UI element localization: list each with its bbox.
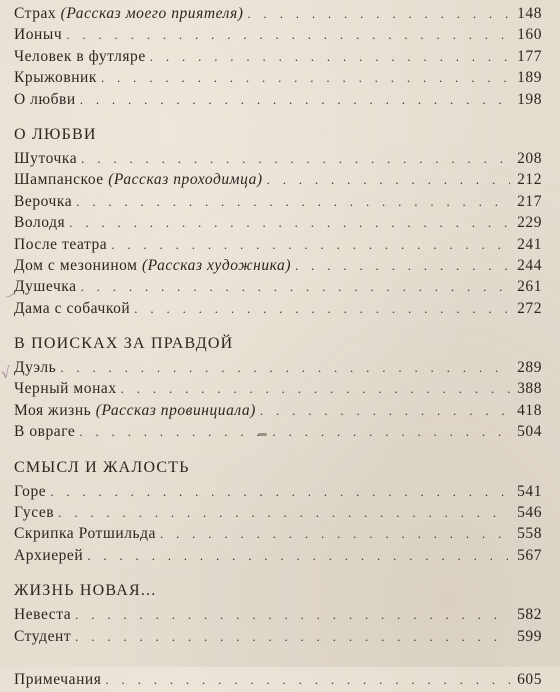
page-number: 289: [517, 359, 542, 377]
dot-leader: [247, 6, 510, 22]
entry-title-text: После театра: [14, 235, 108, 253]
entry-title: [14, 628, 75, 646]
toc-entry[interactable]: [14, 402, 542, 423]
entry-title-text: О любви: [14, 90, 76, 108]
toc-entry[interactable]: [14, 423, 542, 444]
toc-entry[interactable]: [14, 236, 542, 257]
page-number: 582: [517, 606, 542, 624]
entry-title: [14, 671, 105, 689]
entry-title: [14, 5, 247, 23]
toc-entry[interactable]: [14, 193, 542, 214]
entry-title: [14, 380, 121, 398]
page-number: 541: [517, 482, 542, 500]
section-heading: СМЫСЛ И ЖАЛОСТЬ: [14, 458, 190, 476]
dot-leader: [105, 672, 510, 688]
entry-title: [14, 483, 50, 501]
entry-title-text: Дом с мезонином: [14, 256, 138, 274]
entry-title: [14, 547, 87, 565]
entry-title-text: Архиерей: [14, 546, 84, 564]
dot-leader: [60, 360, 510, 376]
entry-title-text: Страх: [14, 5, 57, 22]
dot-leader: [80, 92, 510, 108]
page-number: 605: [517, 670, 542, 688]
entry-title: [14, 525, 160, 543]
entry-title: [14, 150, 81, 168]
toc-entry[interactable]: [14, 26, 542, 47]
entry-title-text: Шампанское: [14, 171, 104, 189]
toc-entry[interactable]: [14, 300, 542, 321]
toc-entry[interactable]: [14, 671, 542, 692]
page-number: 148: [517, 5, 542, 22]
page-number: 504: [517, 423, 542, 441]
entry-title: [14, 504, 58, 522]
entry-title-text: Моя жизнь: [14, 401, 92, 419]
section-heading: О ЛЮБВИ: [14, 125, 97, 143]
entry-title-text: Крыжовник: [14, 69, 97, 87]
toc-entry[interactable]: [14, 380, 542, 401]
toc-entry[interactable]: [14, 171, 542, 192]
dot-leader: [66, 27, 510, 43]
entry-title: [14, 91, 80, 109]
entry-subtitle: (Рассказ художника): [141, 256, 292, 274]
dot-leader: [76, 194, 510, 210]
entry-title-text: Душечка: [14, 278, 77, 296]
toc-entry[interactable]: [14, 48, 542, 69]
entry-title-text: Горе: [14, 482, 47, 500]
ink-smudge-icon: [258, 433, 267, 436]
dot-leader: [50, 484, 510, 500]
toc-entry[interactable]: [14, 214, 542, 235]
entry-title: [14, 236, 111, 254]
section-gap: [14, 649, 542, 671]
dot-leader: [79, 424, 510, 440]
page-number: 272: [517, 299, 542, 317]
dot-leader: [260, 403, 510, 419]
page-number: 418: [517, 401, 542, 419]
entry-title: [14, 257, 295, 275]
dot-leader: [101, 70, 510, 86]
entry-subtitle: (Рассказ провинциала): [95, 401, 256, 419]
pencil-tick-mark-icon: ‿: [0, 281, 16, 299]
page-number: 558: [517, 525, 542, 543]
entry-title: [14, 359, 60, 377]
dot-leader: [267, 172, 510, 188]
pencil-check-mark-icon: √: [0, 363, 12, 383]
entry-title-text: Невеста: [14, 606, 72, 624]
entry-title-text: Дама с собачкой: [14, 299, 131, 317]
toc-entry[interactable]: [14, 5, 542, 26]
entry-title: [14, 26, 66, 44]
entry-subtitle: (Рассказ моего приятеля): [60, 5, 244, 22]
page-number: 198: [517, 90, 542, 108]
toc-entry[interactable]: [14, 504, 542, 525]
table-of-contents: [14, 5, 542, 692]
dot-leader: [81, 151, 510, 167]
entry-title: [14, 606, 75, 624]
entry-title-text: Гусев: [14, 504, 55, 522]
entry-title: [14, 48, 150, 66]
page-number: 244: [517, 256, 542, 274]
entry-title-text: Черный монах: [14, 380, 117, 398]
toc-entry[interactable]: [14, 547, 542, 568]
page-number: 160: [517, 26, 542, 44]
dot-leader: [87, 548, 510, 564]
dot-leader: [121, 381, 510, 397]
dot-leader: [295, 258, 510, 274]
entry-title-text: Человек в футляре: [14, 47, 146, 65]
page-number: 388: [517, 380, 542, 398]
page-number: 241: [517, 235, 542, 253]
dot-leader: [111, 237, 510, 253]
toc-entry[interactable]: [14, 278, 542, 299]
entry-title: [14, 171, 267, 189]
toc-entry[interactable]: [14, 359, 542, 380]
entry-subtitle: (Рассказ проходимца): [108, 171, 263, 189]
page-number: 567: [517, 546, 542, 564]
page-number: 189: [517, 69, 542, 87]
entry-title: [14, 300, 134, 318]
entry-title-text: Ионыч: [14, 26, 63, 44]
entry-title-text: Володя: [14, 214, 66, 232]
dot-leader: [81, 279, 510, 295]
entry-title: [14, 402, 260, 420]
toc-entry[interactable]: [14, 628, 542, 649]
toc-entry[interactable]: [14, 525, 542, 546]
entry-title: [14, 278, 81, 296]
page-number: 177: [517, 47, 542, 65]
page-number: 229: [517, 214, 542, 232]
dot-leader: [58, 505, 510, 521]
entry-title: [14, 423, 79, 441]
entry-title-text: Шуточка: [14, 149, 78, 167]
toc-entry[interactable]: [14, 606, 542, 627]
entry-title-text: Верочка: [14, 192, 73, 210]
dot-leader: [160, 526, 510, 542]
toc-entry[interactable]: [14, 69, 542, 90]
dot-leader: [75, 629, 510, 645]
page-number: 261: [517, 278, 542, 296]
toc-entry[interactable]: [14, 257, 542, 278]
entry-title: [14, 214, 69, 232]
page-number: 212: [517, 171, 542, 189]
dot-leader: [150, 49, 510, 65]
entry-title-text: Примечания: [14, 670, 102, 688]
toc-entry[interactable]: [14, 483, 542, 504]
section-heading: ЖИЗНЬ НОВАЯ...: [14, 582, 157, 600]
entry-title: [14, 193, 76, 211]
entry-title: [14, 69, 101, 87]
dot-leader: [134, 301, 510, 317]
toc-entry[interactable]: [14, 150, 542, 171]
entry-title-text: Дуэль: [14, 359, 57, 377]
page-number: 217: [517, 192, 542, 210]
dot-leader: [75, 607, 510, 623]
section-heading: В ПОИСКАХ ЗА ПРАВДОЙ: [14, 335, 234, 353]
page-number: 208: [517, 149, 542, 167]
page-number: 599: [517, 627, 542, 645]
entry-title-text: Студент: [14, 627, 72, 645]
toc-entry[interactable]: [14, 91, 542, 112]
page-number: 546: [517, 504, 542, 522]
entry-title-text: В овраге: [14, 423, 76, 441]
entry-title-text: Скрипка Ротшильда: [14, 525, 156, 543]
dot-leader: [69, 215, 510, 231]
